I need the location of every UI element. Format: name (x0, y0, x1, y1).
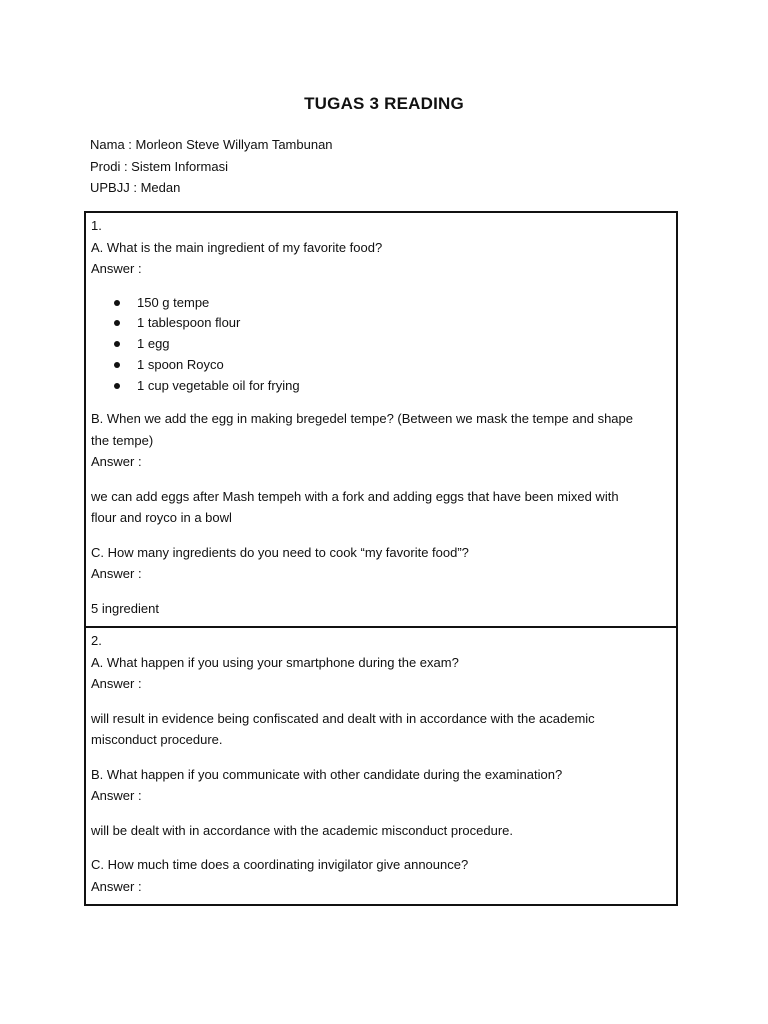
list-item: 1 spoon Royco (91, 355, 670, 376)
section-2-answer-a-line-1: will result in evidence being confiscated and dealt with in accordance with the academic (91, 710, 595, 726)
list-item: 1 cup vegetable oil for frying (91, 376, 670, 397)
section-1-answer-b-line-2: flour and royco in a bowl (91, 510, 232, 526)
section-1-question-c: C. How many ingredients do you need to cook “my favorite food”? (91, 544, 469, 560)
section-1-answer-a-label: Answer : (91, 261, 142, 276)
section-1-question-b-line-1: B. When we add the egg in making bregedel tempe? (Between we mask the tempe and shape (91, 411, 633, 427)
list-item: 150 g tempe (91, 293, 670, 314)
section-1-answer-b-label: Answer : (91, 454, 142, 470)
section-2-question-a: A. What happen if you using your smartphone during the exam? (91, 654, 459, 670)
section-1-box (84, 211, 678, 628)
student-info (90, 134, 333, 199)
student-name: Nama : Morleon Steve Willyam Tambunan (90, 137, 333, 152)
section-1-question-a: A. What is the main ingredient of my favorite food? (91, 239, 383, 255)
ingredient-list (91, 293, 670, 397)
bullet-icon (114, 383, 120, 389)
section-2-question-c: C. How much time does a coordinating invigilator give announce? (91, 857, 469, 872)
bullet-icon (114, 300, 120, 306)
list-item: 1 tablespoon flour (91, 313, 670, 334)
list-item: 1 egg (91, 334, 670, 355)
bullet-icon (114, 362, 120, 368)
section-2-answer-a-label: Answer : (91, 676, 142, 691)
section-2-answer-a-line-2: misconduct procedure. (91, 732, 223, 747)
section-1-answer-b-line-1: we can add eggs after Mash tempeh with a fork and adding eggs that have been mixed with (91, 488, 619, 504)
bullet-icon (114, 320, 120, 326)
section-2-question-b: B. What happen if you communicate with other candidate during the examination? (91, 766, 563, 782)
section-2-answer-b: will be dealt with in accordance with the academic misconduct procedure. (91, 822, 513, 838)
section-2-answer-b-label: Answer : (91, 788, 142, 803)
student-upbjj: UPBJJ : Medan (90, 180, 181, 195)
section-1-answer-c: 5 ingredient (91, 600, 159, 616)
document-title: TUGAS 3 READING (304, 94, 464, 113)
section-1-number: 1. (91, 218, 102, 233)
bullet-icon (114, 341, 120, 347)
section-1-answer-c-label: Answer : (91, 566, 142, 582)
section-2-number: 2. (91, 633, 102, 648)
section-2-box (84, 626, 678, 906)
section-2-answer-c-label: Answer : (91, 878, 142, 894)
section-1-question-b-line-2: the tempe) (91, 432, 154, 448)
student-prodi: Prodi : Sistem Informasi (90, 158, 228, 174)
